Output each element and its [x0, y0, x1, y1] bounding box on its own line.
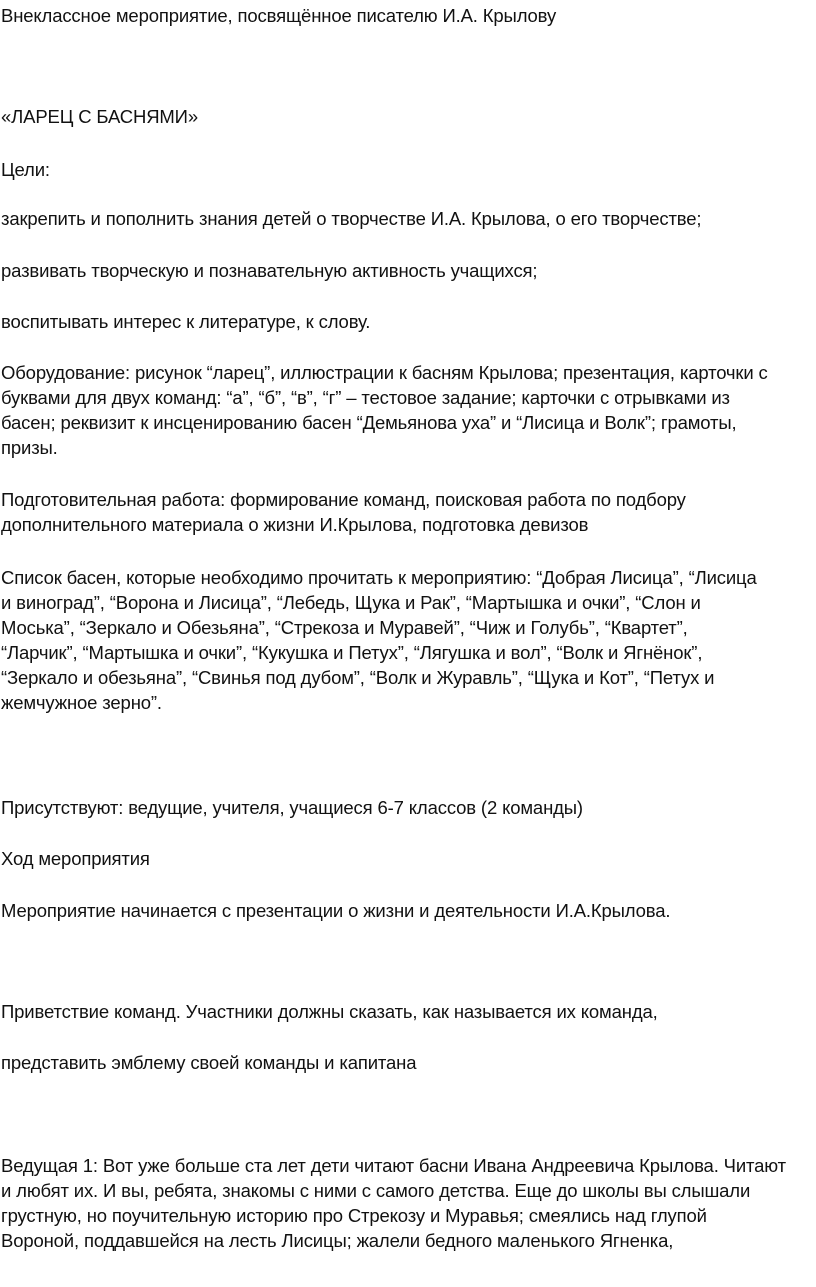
- fables-line: Моська”, “Зеркало и Обезьяна”, “Стрекоза и Муравей”, “Чиж и Голубь”, “Квартет”,: [1, 617, 688, 638]
- host-line: Ведущая 1: Вот уже больше ста лет дети читают басни Ивана Андреевича Крылова. Читают: [1, 1155, 786, 1176]
- host-line: и любят их. И вы, ребята, знакомы с ними с самого детства. Еще до школы вы слышали: [1, 1180, 751, 1201]
- fables-line: и виноград”, “Ворона и Лисица”, “Лебедь, Щука и Рак”, “Мартышка и очки”, “Слон и: [1, 592, 701, 613]
- greeting-text: Приветствие команд. Участники должны сказать, как называется их команда,: [1, 1001, 658, 1022]
- fables-line: жемчужное зерно”.: [1, 692, 162, 713]
- host-line: грустную, но поучительную историю про Стрекозу и Муравья; смеялись над глупой: [1, 1205, 707, 1226]
- document-title: «ЛАРЕЦ С БАСНЯМИ»: [1, 106, 198, 127]
- equipment-line: буквами для двух команд: “а”, “б”, “в”, “г” – тестовое задание; карточки с отрывками из: [1, 387, 730, 408]
- fables-line: “Ларчик”, “Мартышка и очки”, “Кукушка и Петух”, “Лягушка и вол”, “Волк и Ягнёнок”,: [1, 642, 703, 663]
- preparation-line: дополнительного материала о жизни И.Крылова, подготовка девизов: [1, 514, 589, 535]
- intro-text: Мероприятие начинается с презентации о жизни и деятельности И.А.Крылова.: [1, 900, 671, 921]
- progress-label: Ход мероприятия: [1, 848, 150, 869]
- equipment-line: призы.: [1, 437, 58, 458]
- fables-line: “Зеркало и обезьяна”, “Свинья под дубом”, “Волк и Журавль”, “Щука и Кот”, “Петух и: [1, 667, 715, 688]
- preparation-line: Подготовительная работа: формирование команд, поисковая работа по подбору: [1, 489, 686, 510]
- goal-item: закрепить и пополнить знания детей о творчестве И.А. Крылова, о его творчестве;: [1, 208, 702, 229]
- preparation-paragraph: [1, 487, 686, 537]
- fables-line: Список басен, которые необходимо прочитать к мероприятию: “Добрая Лисица”, “Лисица: [1, 567, 757, 588]
- fables-list-paragraph: [1, 565, 757, 715]
- equipment-line: Оборудование: рисунок “ларец”, иллюстрации к басням Крылова; презентация, карточки с: [1, 362, 768, 383]
- greeting-text: представить эмблему своей команды и капитана: [1, 1052, 417, 1073]
- equipment-line: басен; реквизит к инсценированию басен “Демьянова уха” и “Лисица и Волк”; грамоты,: [1, 412, 737, 433]
- attendees-text: Присутствуют: ведущие, учителя, учащиеся 6-7 классов (2 команды): [1, 797, 583, 818]
- host-speech-paragraph: [1, 1153, 786, 1253]
- equipment-paragraph: [1, 360, 768, 460]
- document-heading: Внеклассное мероприятие, посвящённое писателю И.А. Крылову: [1, 5, 557, 26]
- goal-item: развивать творческую и познавательную активность учащихся;: [1, 260, 538, 281]
- goal-item: воспитывать интерес к литературе, к слову.: [1, 311, 371, 332]
- host-line: Вороной, поддавшейся на лесть Лисицы; жалели бедного маленького Ягненка,: [1, 1230, 674, 1251]
- goals-label: Цели:: [1, 159, 50, 180]
